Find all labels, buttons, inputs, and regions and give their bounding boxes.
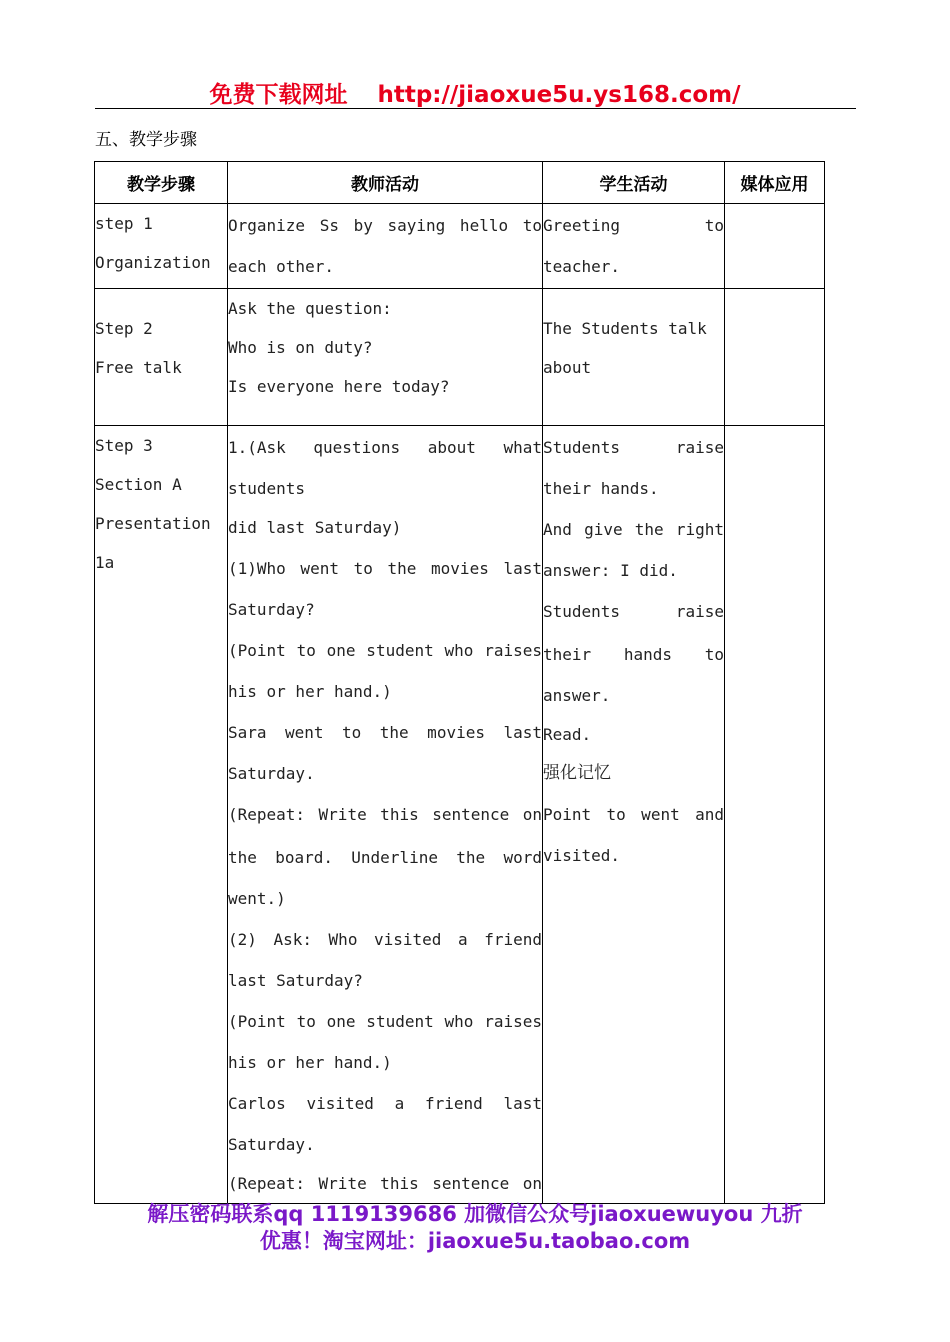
student-line: answer. <box>543 686 611 705</box>
teacher-line: did last Saturday) <box>228 518 402 537</box>
teacher-line: students <box>228 479 306 498</box>
step-line: 1a <box>95 553 115 572</box>
teacher-line: his or her hand.) <box>228 682 392 701</box>
download-url[interactable]: http://jiaoxue5u.ys168.com/ <box>377 82 741 108</box>
header-student: 学生活动 <box>543 162 725 204</box>
student-line: 强化记忆 <box>543 763 611 783</box>
teacher-cell <box>228 289 543 426</box>
teacher-line: 1.(Ask questions about what <box>228 438 542 457</box>
teacher-line: went.) <box>228 889 286 908</box>
student-line: And give the right <box>543 520 724 539</box>
header-teacher: 教师活动 <box>228 162 543 204</box>
download-header <box>0 76 950 109</box>
table-row <box>95 426 825 1204</box>
step-cell <box>95 426 228 1204</box>
media-cell <box>725 426 825 1204</box>
media-cell <box>725 289 825 426</box>
teacher-line: last Saturday? <box>228 971 363 990</box>
header-media: 媒体应用 <box>725 162 825 204</box>
student-line: answer: I did. <box>543 561 678 580</box>
step-line: Step 3 <box>95 436 153 455</box>
teacher-line: (1)Who went to the movies last <box>228 559 542 578</box>
teacher-line: (Point to one student who raises <box>228 641 542 660</box>
teacher-line: Is everyone here today? <box>228 377 450 396</box>
teacher-line: Who is on duty? <box>228 338 373 357</box>
step-line: Step 2 <box>95 319 153 338</box>
section-title: 五、教学步骤 <box>95 130 197 150</box>
student-line: about <box>543 358 592 377</box>
student-line: teacher. <box>543 257 621 276</box>
student-line: visited. <box>543 846 621 865</box>
student-cell <box>543 426 725 1204</box>
lesson-plan-table <box>94 161 825 1204</box>
step-line: step 1 <box>95 214 153 233</box>
step-line: Organization <box>95 253 211 272</box>
step-line: Free talk <box>95 358 182 377</box>
student-line: Students raise <box>543 602 724 621</box>
student-cell <box>543 204 725 289</box>
header-step: 教学步骤 <box>95 162 228 204</box>
teacher-line: Organize Ss by saying hello to <box>228 216 542 235</box>
teacher-line: Ask the question: <box>228 299 392 318</box>
student-line: Read. <box>543 725 592 744</box>
teacher-cell <box>228 204 543 289</box>
teacher-line: Saturday. <box>228 764 315 783</box>
step-cell <box>95 204 228 289</box>
student-line: Greeting to <box>543 216 724 235</box>
footer-line-2: 优惠！淘宝网址：jiaoxue5u.taobao.com <box>259 1229 691 1253</box>
footer-line-1: 解压密码联系qq 1119139686 加微信公众号jiaoxuewuyou 九折 <box>147 1202 803 1226</box>
student-cell <box>543 289 725 426</box>
teacher-line: (Repeat: Write this sentence on <box>228 805 542 824</box>
teacher-line: (2) Ask: Who visited a friend <box>228 930 542 949</box>
teacher-line: (Repeat: Write this sentence on <box>228 1174 542 1193</box>
teacher-line: his or her hand.) <box>228 1053 392 1072</box>
table-row <box>95 204 825 289</box>
media-cell <box>725 204 825 289</box>
step-line: Section A <box>95 475 182 494</box>
student-line: The Students talk <box>543 319 707 338</box>
teacher-line: Saturday? <box>228 600 315 619</box>
teacher-line: the board. Underline the word <box>228 848 542 867</box>
student-line: their hands to <box>543 645 724 664</box>
teacher-line: Saturday. <box>228 1135 315 1154</box>
teacher-line: each other. <box>228 257 334 276</box>
download-label: 免费下载网址 <box>209 82 348 108</box>
table-header-row <box>95 162 825 204</box>
teacher-line: (Point to one student who raises <box>228 1012 542 1031</box>
step-line: Presentation <box>95 514 211 533</box>
student-line: Students raise <box>543 438 724 457</box>
teacher-line: Carlos visited a friend last <box>228 1094 542 1113</box>
student-line: their hands. <box>543 479 659 498</box>
table-row <box>95 289 825 426</box>
teacher-line: Sara went to the movies last <box>228 723 542 742</box>
teacher-cell <box>228 426 543 1204</box>
header-rule <box>95 108 856 109</box>
step-cell <box>95 289 228 426</box>
student-line: Point to went and <box>543 805 724 824</box>
